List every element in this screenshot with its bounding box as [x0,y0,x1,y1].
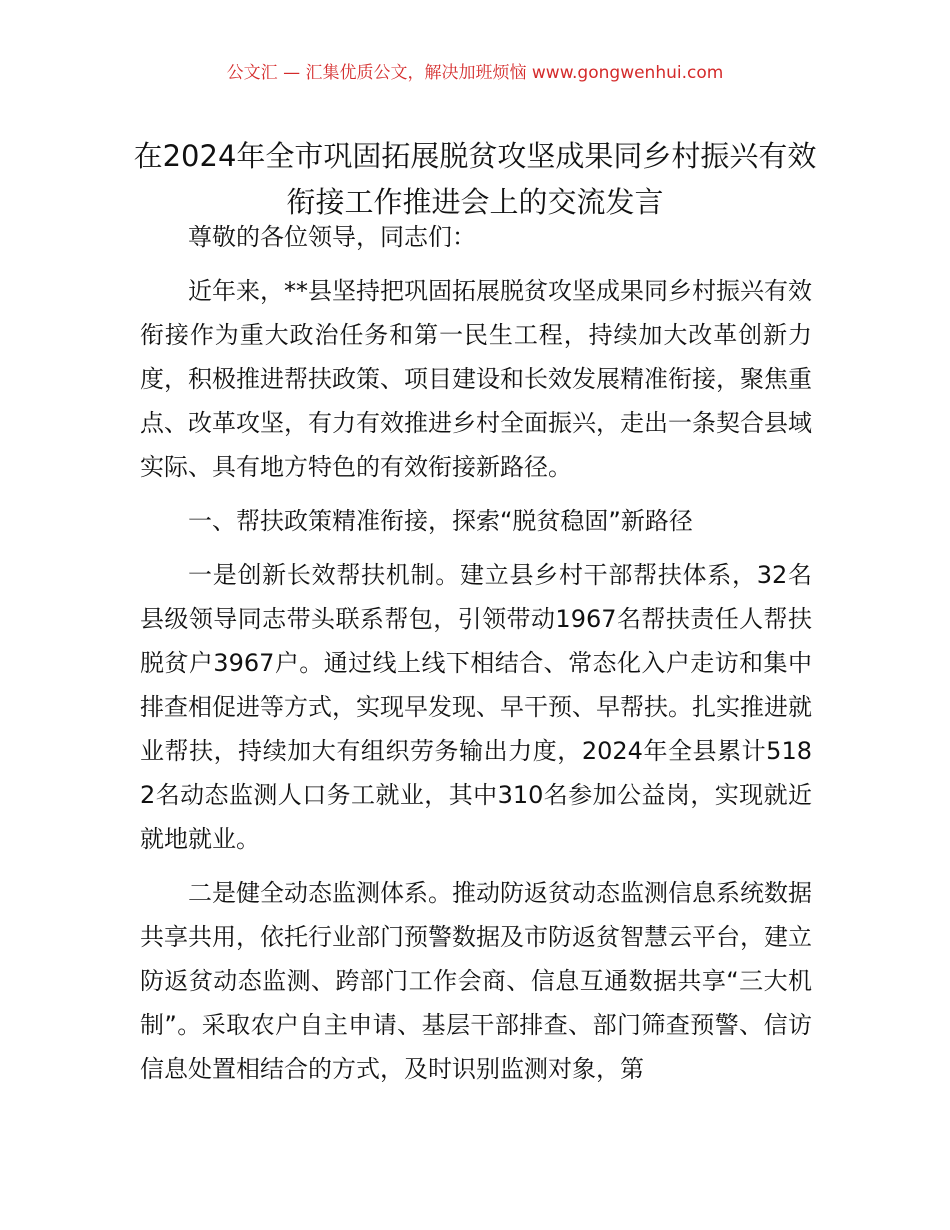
site-watermark-header: 公文汇 — 汇集优质公文，解决加班烦恼 www.gongwenhui.com [226,63,724,83]
document-body [140,215,812,1101]
body-paragraph-1: 一是创新长效帮扶机制。建立县乡村干部帮扶体系，32名县级领导同志带头联系帮包，引领带动1967名帮扶责任人帮扶脱贫户3967户。通过线上线下相结合、常态化入户走访和集中排查相促进等方式，实现早发现、早干预、早帮扶。扎实推进就业帮扶，持续加大有组织劳务输出力度，2024年全县累计5182名动态监测人口务工就业，其中310名参加公益岗，实现就近就地就业。 [140,561,812,853]
section-heading-1: 一、帮扶政策精准衔接，探索“脱贫稳固”新路径 [188,507,693,535]
salutation-paragraph: 尊敬的各位领导，同志们： [188,223,476,251]
document-title: 在2024年全市巩固拓展脱贫攻坚成果同乡村振兴有效衔接工作推进会上的交流发言 [133,139,817,220]
body-paragraph-2: 二是健全动态监测体系。推动防返贫动态监测信息系统数据共享共用，依托行业部门预警数据及市防返贫智慧云平台，建立防返贫动态监测、跨部门工作会商、信息互通数据共享“三大机制”。采取农户自主申请、基层干部排查、部门筛查预警、信访信息处置相结合的方式，及时识别监测对象，第 [140,879,812,1083]
intro-paragraph: 近年来，**县坚持把巩固拓展脱贫攻坚成果同乡村振兴有效衔接作为重大政治任务和第一民生工程，持续加大改革创新力度，积极推进帮扶政策、项目建设和长效发展精准衔接，聚焦重点、改革攻坚，有力有效推进乡村全面振兴，走出一条契合县域实际、具有地方特色的有效衔接新路径。 [140,277,812,481]
